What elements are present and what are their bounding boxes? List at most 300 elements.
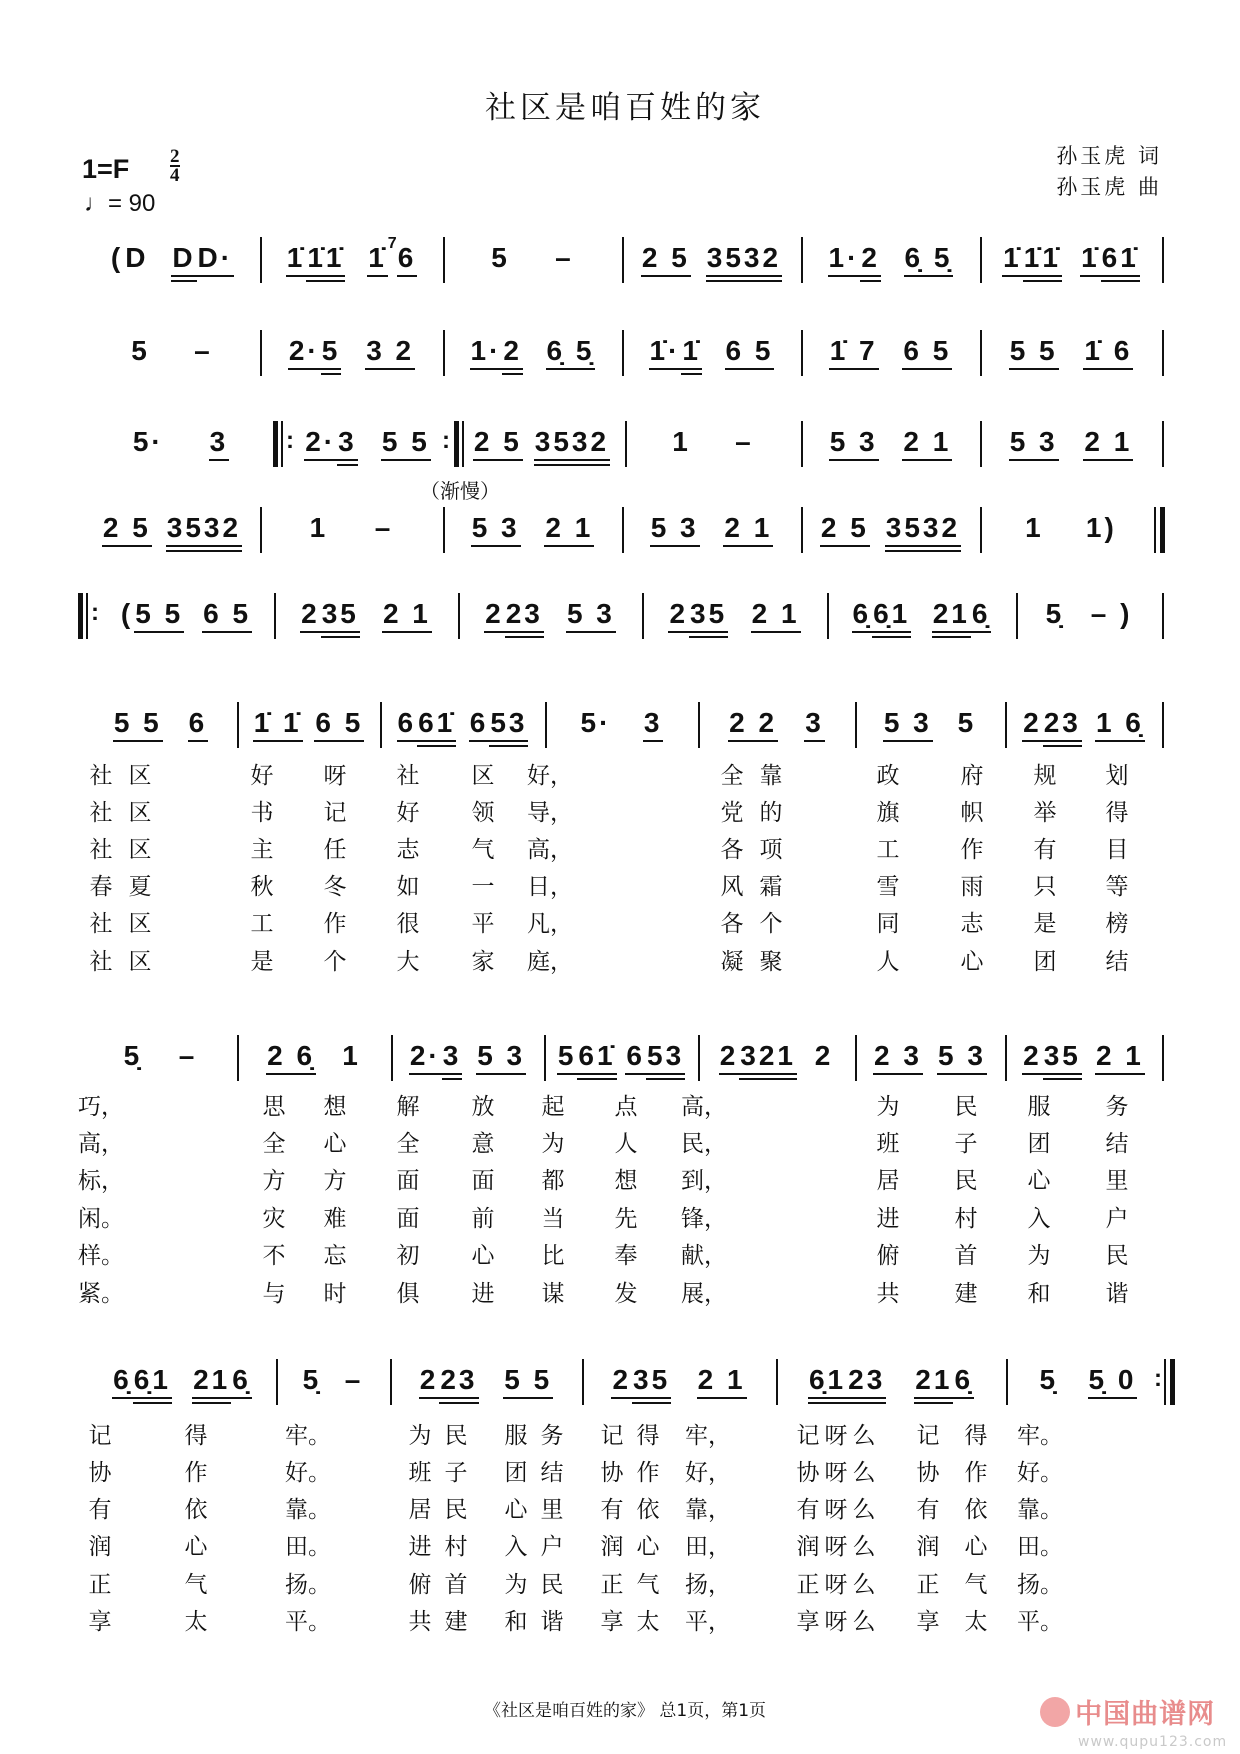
beat: [697, 1365, 747, 1406]
note-group: 6: [397, 708, 418, 749]
beat: [1009, 427, 1059, 468]
lyric-syllable: 润: [796, 1534, 820, 1560]
beat: [344, 1365, 365, 1406]
note-group: –: [178, 1040, 198, 1071]
note-group: 53: [646, 1041, 685, 1082]
measure: [88, 336, 256, 386]
lyric-syllable: 牢，: [685, 1423, 731, 1449]
barline: [980, 421, 982, 467]
beat: [266, 1041, 316, 1082]
lyric-syllable: 润: [88, 1534, 112, 1560]
beat: [728, 708, 778, 749]
note-group: 2: [668, 599, 689, 640]
note-group: 5: [957, 707, 977, 738]
time-numerator: 2: [170, 146, 180, 167]
beat: [885, 513, 961, 554]
lyric-syllable: 规: [1033, 763, 1057, 789]
repeat-dots: :: [1154, 1365, 1162, 1392]
note-group: 2 3: [873, 1041, 923, 1082]
note-group: 5̣: [1045, 598, 1065, 629]
lyric-syllable: 田。: [1017, 1534, 1063, 1560]
lyric-syllable: 发: [614, 1281, 638, 1307]
lyric-syllable: 放: [471, 1094, 495, 1120]
note-group: 6: [397, 243, 418, 284]
barline: [582, 1359, 584, 1405]
lyric-syllable: 心: [964, 1534, 988, 1560]
lyric-syllable: 同: [876, 911, 900, 937]
lyric-syllable: 得: [184, 1423, 208, 1449]
lyric-syllable: 高，: [681, 1094, 727, 1120]
lyric-syllable: 俯: [408, 1572, 432, 1598]
lyric-syllable: 先: [614, 1206, 638, 1232]
note-group: 5 3: [471, 513, 521, 554]
lyric-syllable: 结: [1105, 1131, 1129, 1157]
barline: [380, 702, 382, 748]
note-group: –: [374, 512, 394, 543]
repeat-dots: :: [442, 427, 450, 454]
beat: [650, 513, 700, 554]
barline: [1162, 593, 1164, 639]
barline: [801, 330, 803, 376]
lyric-syllable: 全: [396, 1131, 420, 1157]
beat: [557, 1041, 617, 1082]
note-group: 2 1: [1095, 1041, 1145, 1082]
lyric-syllable: 领: [471, 800, 495, 826]
note-group: 5 5: [503, 1365, 553, 1406]
measure: [88, 708, 233, 758]
measure: [462, 599, 638, 649]
barline: [1162, 421, 1164, 467]
lyric-syllable: 项: [759, 837, 783, 863]
beat: [123, 1041, 144, 1082]
beat: [309, 513, 330, 554]
lyric-syllable: 紧。: [78, 1281, 124, 1307]
beat: [288, 336, 341, 377]
lyric-syllable: 作: [184, 1460, 208, 1486]
lyric-syllable: 闲。: [78, 1206, 124, 1232]
key-signature: 1=F: [82, 154, 130, 184]
measure: [548, 1041, 694, 1091]
note-group: 5: [321, 336, 342, 377]
measure: [629, 427, 797, 477]
beat: [828, 243, 881, 284]
lyric-syllable: 心: [471, 1243, 495, 1269]
measure: [92, 1365, 272, 1415]
beat: [1095, 1041, 1145, 1082]
lyric-syllable: 得: [636, 1423, 660, 1449]
lyric-syllable: 记: [88, 1423, 112, 1449]
note-group: 5 5: [381, 427, 431, 468]
barline: [698, 1035, 700, 1081]
lyric-syllable: 太: [964, 1609, 988, 1635]
lyric-syllable: 各: [720, 911, 744, 937]
note-group: 2 5: [473, 427, 523, 468]
lyric-syllable: 民: [954, 1168, 978, 1194]
lyric-syllable: 共: [408, 1609, 432, 1635]
note-group: 6 5: [725, 336, 775, 377]
lyric-syllable: 忘: [323, 1243, 347, 1269]
note-group: 5 3: [566, 599, 616, 640]
lyric-syllable: 么: [852, 1423, 876, 1449]
note-group: 1̇ 7: [829, 336, 879, 377]
lyric-syllable: 各: [720, 837, 744, 863]
lyric-syllable: 志: [396, 837, 420, 863]
barline: [1005, 1035, 1007, 1081]
lyric-syllable: 为: [541, 1131, 565, 1157]
lyric-syllable: 进: [408, 1534, 432, 1560]
lyric-syllable: 雪: [876, 874, 900, 900]
note-group: 1̇: [681, 336, 702, 377]
note-group: 2: [419, 1365, 440, 1406]
note-group: 2: [1022, 1041, 1043, 1082]
barline: [237, 1035, 239, 1081]
lyric-syllable: 的: [759, 800, 783, 826]
barline: [1162, 330, 1164, 376]
barline: [827, 593, 829, 639]
lyric-syllable: 作: [964, 1460, 988, 1486]
lyric-syllable: 政: [876, 763, 900, 789]
lyric-syllable: 依: [964, 1497, 988, 1523]
lyric-syllable: 好: [250, 763, 274, 789]
measure: [626, 243, 797, 293]
note-group: 5̣ 0: [1088, 1365, 1138, 1406]
barline: [237, 702, 239, 748]
lyric-syllable: 区: [128, 800, 152, 826]
note-group: 1̇: [1002, 243, 1023, 284]
lyric-syllable: 凝: [720, 949, 744, 975]
lyric-syllable: 主: [250, 837, 274, 863]
note-group: 5·: [132, 426, 164, 457]
lyric-syllable: 靠。: [285, 1497, 331, 1523]
lyric-syllable: 记: [796, 1423, 820, 1449]
note-group: 2 1: [751, 599, 801, 640]
measure: [626, 513, 797, 563]
lyric-syllable: 团: [504, 1460, 528, 1486]
beat: [534, 427, 610, 468]
beat: [202, 599, 252, 640]
note-group: 1̇ 6: [1083, 336, 1133, 377]
beat: [580, 708, 613, 749]
barline: [443, 507, 445, 553]
watermark: [1040, 1692, 1227, 1750]
lyric-syllable: 气: [184, 1572, 208, 1598]
lyric-syllable: 扬，: [685, 1572, 731, 1598]
measure: [859, 708, 1001, 758]
lyric-syllable: 享: [796, 1609, 820, 1635]
measure: [702, 708, 851, 758]
lyric-syllable: 班: [408, 1460, 432, 1486]
lyric-syllable: 解: [396, 1094, 420, 1120]
note-group: 5 3: [650, 513, 700, 554]
barline: [458, 593, 460, 639]
beat: [132, 427, 165, 468]
lyric-syllable: 有: [600, 1497, 624, 1523]
barline: [980, 330, 982, 376]
lyric-syllable: 记: [916, 1423, 940, 1449]
note-group: 3: [209, 427, 230, 468]
note-group: 23: [505, 599, 544, 640]
lyric-syllable: 榜: [1105, 911, 1129, 937]
lyric-syllable: 居: [876, 1168, 900, 1194]
lyric-syllable: 太: [636, 1609, 660, 1635]
beat: [365, 336, 415, 377]
repeat-dots: :: [91, 599, 99, 626]
measure: [102, 599, 270, 649]
measure: [447, 243, 618, 293]
lyric-syllable: 依: [184, 1497, 208, 1523]
lyric-syllable: 太: [184, 1609, 208, 1635]
note-group: 21: [932, 599, 971, 640]
barline: [86, 593, 88, 639]
lyric-syllable: 务: [1105, 1094, 1129, 1120]
lyric-syllable: 等: [1105, 874, 1129, 900]
barline: [801, 421, 803, 467]
lyric-syllable: 书: [250, 800, 274, 826]
beat: [937, 1041, 987, 1082]
note-group: 1̇: [286, 243, 307, 284]
beat: [883, 708, 933, 749]
barline: [622, 330, 624, 376]
lyric-syllable: 家: [471, 949, 495, 975]
lyric-syllable: 春: [89, 874, 113, 900]
note-group: 2 1: [902, 427, 952, 468]
lyric-syllable: 旗: [876, 800, 900, 826]
measure: [859, 1041, 1001, 1091]
lyric-syllable: 田，: [685, 1534, 731, 1560]
beat: [1024, 513, 1045, 554]
lyric-syllable: 有: [1033, 837, 1057, 863]
note-group: 23: [439, 1365, 478, 1406]
lyric-syllable: 谋: [541, 1281, 565, 1307]
lyric-syllable: 奉: [614, 1243, 638, 1269]
note-group: 35: [1043, 1041, 1082, 1082]
beat: [1088, 1365, 1138, 1406]
lyric-syllable: 里: [540, 1497, 564, 1523]
note-group: 1: [342, 1040, 361, 1071]
lyric-syllable: 初: [396, 1243, 420, 1269]
lyric-syllable: 好，: [685, 1460, 731, 1486]
note-group: 6̣1: [808, 1365, 847, 1406]
note-group: 6 5: [314, 708, 364, 749]
lyric-syllable: 共: [876, 1281, 900, 1307]
note-group: 6 5: [202, 599, 252, 640]
time-signature: [170, 148, 180, 184]
beat: [113, 708, 163, 749]
note-group: 5̣: [302, 1364, 322, 1395]
beat: [649, 336, 702, 377]
note-group: 23: [1043, 708, 1082, 749]
measure: [646, 599, 823, 649]
barline-heavy: [1170, 1359, 1175, 1405]
lyric-syllable: 庭，: [527, 949, 573, 975]
barline-heavy: [1160, 507, 1165, 553]
barline: [276, 1359, 278, 1405]
barline: [622, 507, 624, 553]
measure: [984, 427, 1158, 477]
note-group: 2·: [304, 427, 337, 468]
beat: [1080, 243, 1140, 284]
lyric-syllable: 不: [262, 1243, 286, 1269]
lyric-syllable: 社: [89, 949, 113, 975]
lyric-syllable: 为: [408, 1423, 432, 1449]
note-group: 2 1: [1083, 427, 1133, 468]
lyric-syllable: 气: [471, 837, 495, 863]
barline: [980, 507, 982, 553]
note-group: –: [555, 242, 574, 273]
lyric-syllable: 高，: [78, 1131, 124, 1157]
lyric-syllable: 协: [916, 1460, 940, 1486]
beat: [1083, 336, 1133, 377]
lyric-syllable: 锋，: [681, 1206, 727, 1232]
grace-note: 7: [387, 235, 397, 252]
note-group: 5̣: [123, 1040, 143, 1071]
watermark-name: 中国曲谱网: [1075, 1699, 1216, 1730]
lyric-syllable: 有: [796, 1497, 820, 1523]
beat: [546, 336, 596, 377]
lyric-syllable: 想: [323, 1094, 347, 1120]
note-group: 6̣: [852, 599, 873, 640]
lyric-syllable: 平。: [1017, 1609, 1063, 1635]
lyric-syllable: 作: [323, 911, 347, 937]
song-title: 社区是咱百姓的家: [485, 90, 765, 126]
lyric-syllable: 面: [471, 1168, 495, 1194]
note-group: 3532: [885, 513, 961, 554]
lyricist-credit: 孙玉虎 词: [1056, 144, 1162, 168]
lyric-syllable: 入: [504, 1534, 528, 1560]
lyric-syllable: 记: [600, 1423, 624, 1449]
lyric-syllable: 比: [541, 1243, 565, 1269]
lyric-syllable: 是: [250, 949, 274, 975]
beat: [873, 1041, 923, 1082]
note-group: 2 1: [382, 599, 432, 640]
beat: [193, 336, 214, 377]
lyric-syllable: 里: [1105, 1168, 1129, 1194]
note-group: 2 5: [102, 513, 152, 554]
beat: [902, 427, 952, 468]
barline: [443, 237, 445, 283]
lyric-syllable: 谐: [540, 1609, 564, 1635]
lyric-syllable: 民，: [681, 1131, 727, 1157]
note-group: 1̇1̇: [1023, 243, 1062, 284]
note-group: 2 6̣: [266, 1041, 316, 1082]
barline: [545, 702, 547, 748]
measure: [447, 513, 618, 563]
lyric-syllable: 个: [759, 911, 783, 937]
measure: [1020, 599, 1158, 649]
measure: [241, 708, 376, 758]
lyric-syllable: 社: [89, 837, 113, 863]
beat: [751, 599, 801, 640]
barline-heavy: [454, 421, 459, 467]
note-group: 5: [491, 242, 510, 273]
lyric-syllable: 当: [541, 1206, 565, 1232]
lyric-syllable: 人: [876, 949, 900, 975]
lyric-syllable: 区: [128, 949, 152, 975]
note-group: 6̣1: [872, 599, 911, 640]
note-group: 5 3: [1009, 427, 1059, 468]
beat: [804, 708, 825, 749]
lyric-syllable: 导，: [527, 800, 573, 826]
note-group: 2: [860, 243, 881, 284]
beat: [120, 599, 184, 640]
lyric-syllable: 都: [541, 1168, 565, 1194]
note-group: –: [735, 426, 754, 457]
note-group: –: [344, 1364, 364, 1395]
note-group: D: [125, 242, 149, 273]
lyric-syllable: 展，: [681, 1281, 727, 1307]
beat: [566, 599, 616, 640]
lyric-syllable: 个: [323, 949, 347, 975]
composer-credit: 孙玉虎 曲: [1056, 175, 1162, 199]
lyric-syllable: 协: [88, 1460, 112, 1486]
lyric-syllable: 俯: [876, 1243, 900, 1269]
lyric-syllable: 工: [250, 911, 274, 937]
lyric-syllable: 和: [504, 1609, 528, 1635]
lyric-syllable: 区: [128, 763, 152, 789]
lyric-syllable: 建: [954, 1281, 978, 1307]
lyric-syllable: 党: [720, 800, 744, 826]
beat: [300, 599, 360, 640]
note-group: –: [194, 335, 213, 366]
lyric-syllable: 民: [444, 1497, 468, 1523]
lyric-syllable: 居: [408, 1497, 432, 1523]
lyric-syllable: 么: [852, 1609, 876, 1635]
note-group: 21: [914, 1365, 953, 1406]
measure: [780, 1365, 1002, 1415]
note-group: 53: [489, 708, 528, 749]
beat: [1090, 599, 1134, 640]
barline: [544, 1035, 546, 1081]
barline: [390, 1359, 392, 1405]
beat: [625, 1041, 685, 1082]
note-group: 6̣: [112, 1365, 133, 1406]
measure: [264, 235, 439, 293]
note-group: 61̇: [417, 708, 456, 749]
lyric-syllable: 户: [1105, 1206, 1129, 1232]
lyric-syllable: 享: [916, 1609, 940, 1635]
lyric-syllable: 靠，: [685, 1497, 731, 1523]
measure: [462, 427, 621, 477]
lyric-syllable: 雨: [960, 874, 984, 900]
lyric-syllable: 为: [1027, 1243, 1051, 1269]
lyric-syllable: 村: [954, 1206, 978, 1232]
beat: [130, 336, 151, 377]
note-group: 1̇ 1̇: [253, 708, 303, 749]
lyric-syllable: 社: [89, 911, 113, 937]
lyric-syllable: 好。: [285, 1460, 331, 1486]
lyric-syllable: 心: [184, 1534, 208, 1560]
note-group: 23: [847, 1365, 886, 1406]
barline: [801, 237, 803, 283]
lyric-syllable: 全: [720, 763, 744, 789]
beat: [641, 243, 691, 284]
lyric-syllable: 有: [88, 1497, 112, 1523]
lyric-syllable: 民: [954, 1094, 978, 1120]
lyric-syllable: 帜: [960, 800, 984, 826]
note-group: 6: [469, 708, 490, 749]
lyric-syllable: 划: [1105, 763, 1129, 789]
note-group: 1·: [828, 243, 861, 284]
note-group: 1̇: [1080, 243, 1101, 284]
beat: [719, 1041, 797, 1082]
note-group: 2 5: [641, 243, 691, 284]
lyric-syllable: 呀: [824, 1423, 848, 1449]
lyric-syllable: 记: [323, 800, 347, 826]
beat: [188, 708, 209, 749]
lyric-syllable: 巧，: [78, 1094, 124, 1120]
beat: [1085, 513, 1118, 554]
lyric-syllable: 建: [444, 1609, 468, 1635]
